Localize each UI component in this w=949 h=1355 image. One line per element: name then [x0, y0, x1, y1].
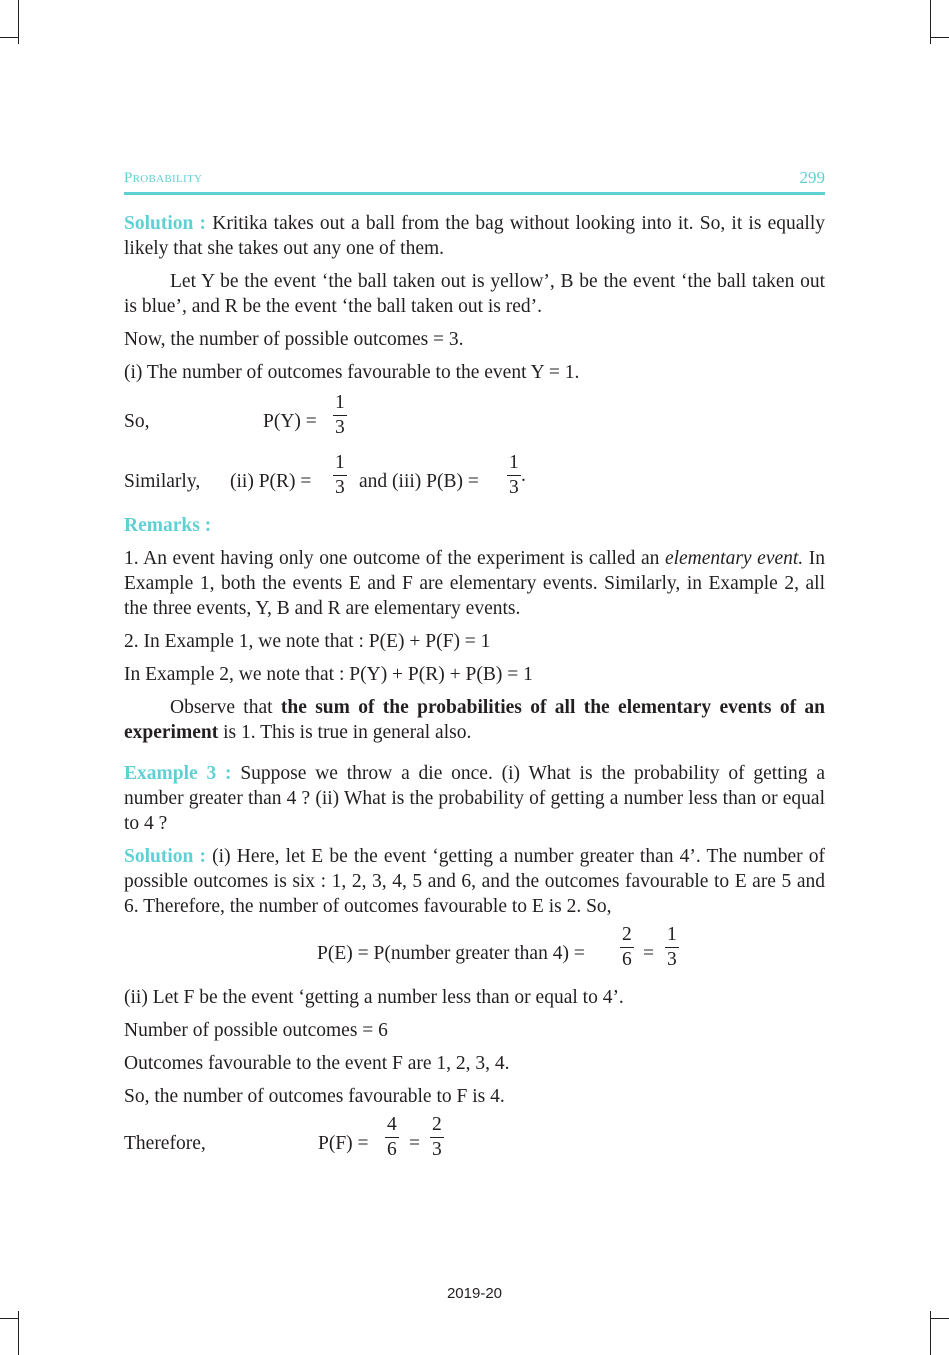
so-label: So, [124, 411, 150, 432]
pf-lhs: P(F) = [318, 1133, 369, 1154]
numerator: 1 [667, 924, 677, 945]
equation-pf [124, 1115, 825, 1171]
events-definition: Let Y be the event ‘the ball taken out is yellow’, B be the event ‘the ball taken out is blue’, and R be the event ‘the ball taken out is red’. [124, 271, 825, 317]
remark-2: 2. In Example 1, we note that : P(E) + P(F) = 1 [124, 631, 491, 652]
fraction [430, 1115, 444, 1161]
example-3 [124, 761, 825, 836]
solution-3 [124, 844, 825, 919]
fraction [385, 1115, 399, 1161]
numerator: 4 [387, 1114, 397, 1135]
crop-mark [18, 1311, 19, 1355]
solution-label: Solution : [124, 846, 207, 867]
solution-label: Solution : [124, 213, 207, 234]
equals-sign: = [409, 1133, 420, 1154]
footer-year: 2019-20 [446, 1285, 503, 1302]
favourable-f: Outcomes favourable to the event F are 1, 2, 3, 4. [124, 1053, 510, 1074]
denominator: 3 [432, 1139, 442, 1161]
py-lhs: P(Y) = [263, 411, 317, 432]
numerator: 1 [335, 452, 345, 473]
part-ii: (ii) Let F be the event ‘getting a number less than or equal to 4’. [124, 987, 624, 1008]
possible-outcomes-f: Number of possible outcomes = 6 [124, 1020, 388, 1041]
observation: Observe that the sum of the probabilities of all the elementary events of an experiment is 1. This is true in general also. [124, 697, 825, 743]
example-label: Example 3 : [124, 763, 232, 784]
running-header [124, 168, 825, 195]
crop-mark [18, 0, 19, 44]
equation-pr-pb [124, 453, 825, 509]
denominator: 3 [667, 949, 677, 971]
fraction [665, 925, 679, 971]
similarly-label: Similarly, [124, 471, 201, 492]
solution-text: Kritika takes out a ball from the bag without looking into it. So, it is equally likely that she takes out any one of them. [124, 213, 826, 259]
favourable-y: (i) The number of outcomes favourable to the event Y = 1. [124, 362, 580, 383]
example-text: Suppose we throw a die once. (i) What is the probability of getting a number greater than 4 ? (ii) What is the probability of getting a number less than or equal to 4 ? [124, 763, 826, 834]
fraction [333, 393, 347, 439]
page-content [124, 211, 825, 1171]
equation-pe [124, 925, 825, 981]
denominator: 3 [335, 477, 345, 499]
crop-mark [931, 37, 949, 38]
remark-1: 1. An event having only one outcome of the experiment is called an elementary event. In Example 1, both the events E and F are elementary events. Similarly, in Example 2, all the three events, Y, B and R are elementary events. [124, 548, 825, 619]
solution-text: (i) Here, let E be the event ‘getting a number greater than 4’. The number of possible outcomes is six : 1, 2, 3, 4, 5 and 6, and the outcomes favourable to E are 5 and 6. Therefore, the number of outcomes favourable to E is 2. So, [124, 846, 825, 917]
numerator: 1 [335, 392, 345, 413]
fraction [620, 925, 634, 971]
numerator: 1 [509, 452, 519, 473]
full-stop: . [521, 465, 526, 486]
crop-mark [931, 1318, 949, 1319]
denominator: 3 [509, 477, 519, 499]
remarks-heading: Remarks : [124, 515, 212, 536]
equation-py [124, 393, 825, 449]
equals-sign: = [643, 943, 654, 964]
chapter-title: Probability [124, 170, 203, 186]
denominator: 6 [622, 949, 632, 971]
possible-outcomes: Now, the number of possible outcomes = 3. [124, 329, 464, 350]
denominator: 3 [335, 417, 345, 439]
key-statement: the sum of the probabilities of all the elementary events of an experiment [124, 697, 825, 743]
pe-lhs: P(E) = P(number greater than 4) = [317, 943, 585, 964]
fraction [333, 453, 347, 499]
crop-mark [0, 1318, 18, 1319]
term-elementary-event: elementary event. [664, 548, 804, 569]
denominator: 6 [387, 1139, 397, 1161]
and-text: and (iii) P(B) = [359, 471, 479, 492]
fraction [507, 453, 521, 499]
remark-3: In Example 2, we note that : P(Y) + P(R) + P(B) = 1 [124, 664, 533, 685]
therefore-label: Therefore, [124, 1133, 206, 1154]
count-f: So, the number of outcomes favourable to F is 4. [124, 1086, 505, 1107]
numerator: 2 [432, 1114, 442, 1135]
pr-lhs: (ii) P(R) = [230, 471, 312, 492]
numerator: 2 [622, 924, 632, 945]
solution-paragraph [124, 211, 825, 261]
crop-mark [0, 37, 18, 38]
page-number: 299 [799, 168, 825, 187]
